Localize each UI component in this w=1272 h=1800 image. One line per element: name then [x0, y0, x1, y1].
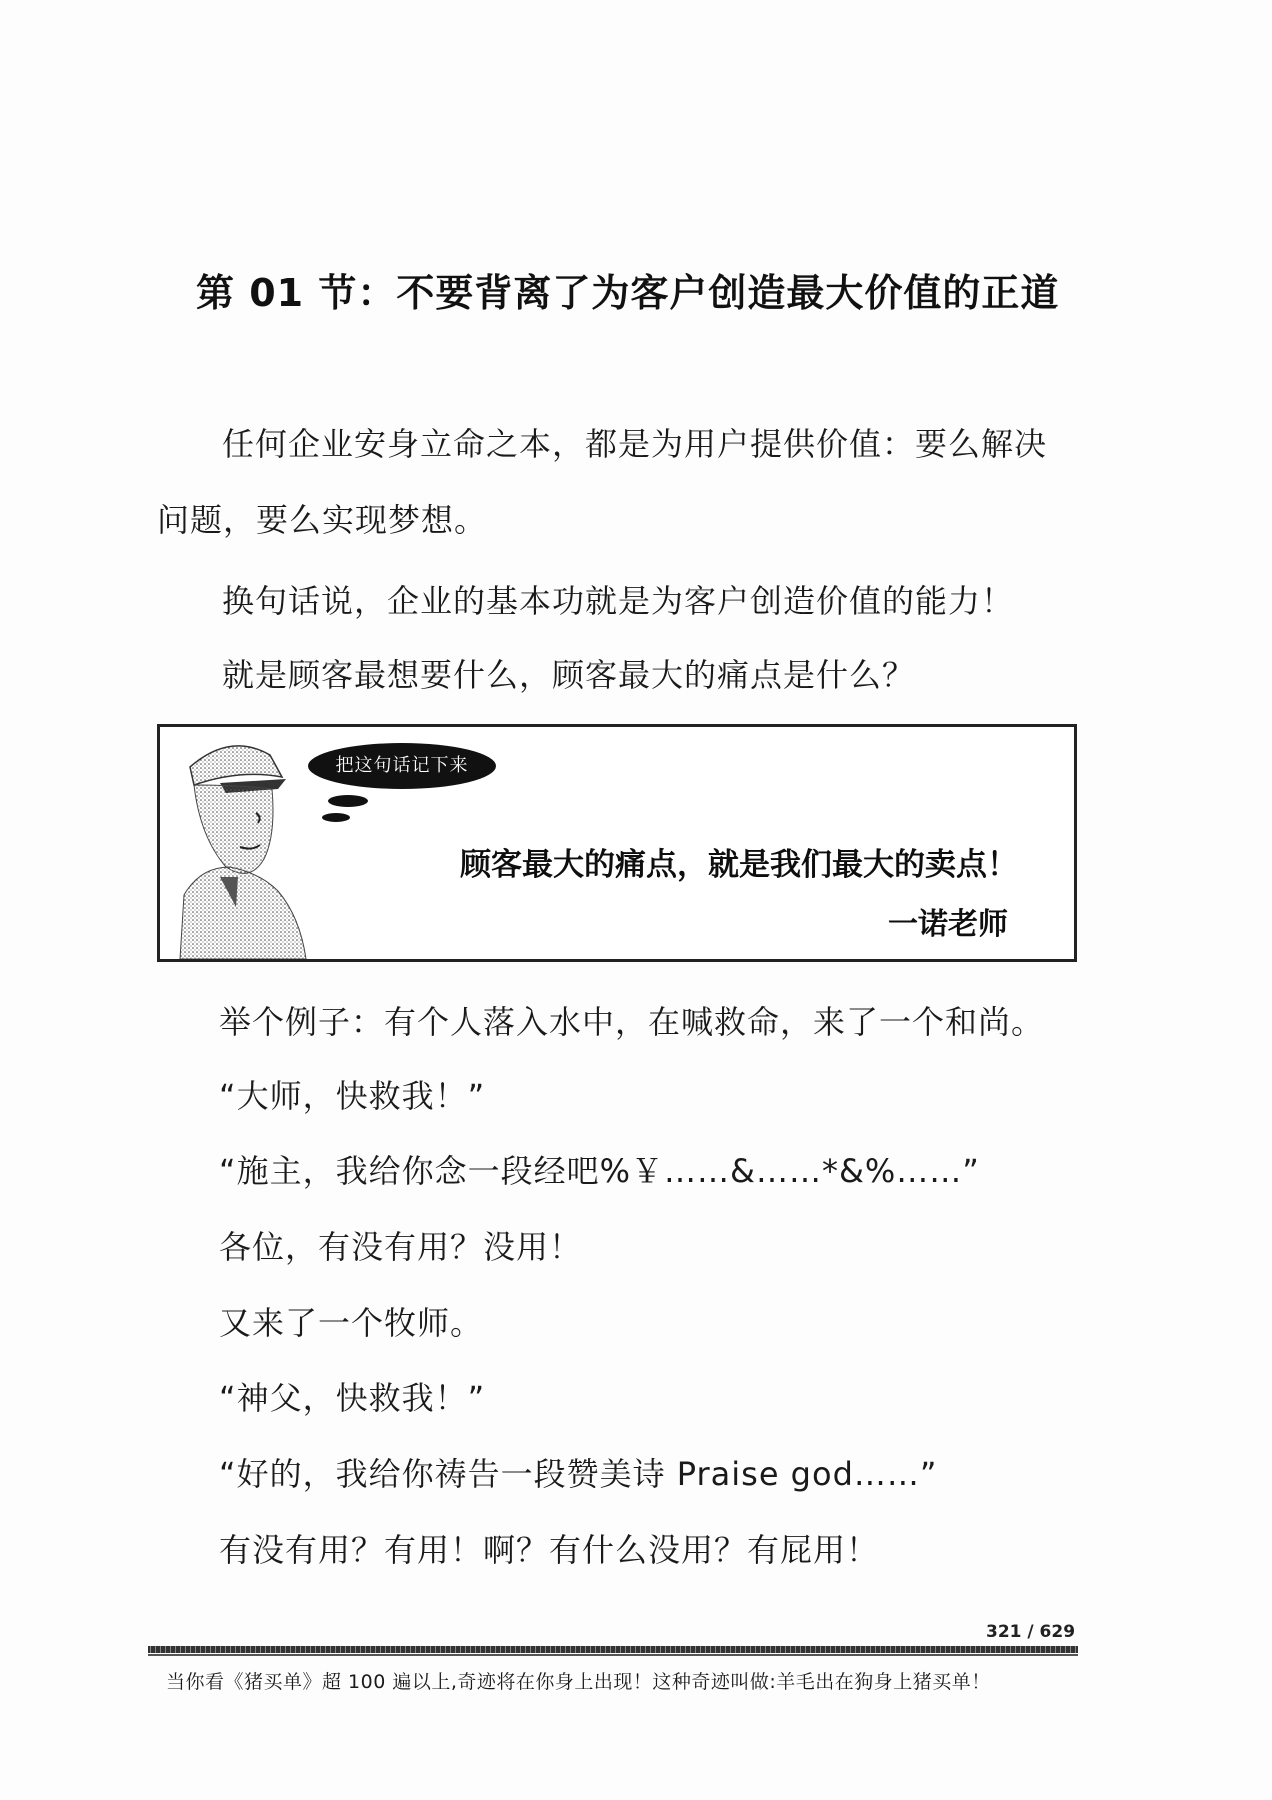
paragraph-2: 问题，要么实现梦想。: [157, 501, 488, 539]
story-line-8: 有没有用？有用！啊？有什么没用？有屁用！: [219, 1531, 880, 1569]
speech-bubble: 把这句话记下来: [308, 743, 496, 789]
paragraph-4: 就是顾客最想要什么，顾客最大的痛点是什么？: [222, 656, 916, 694]
story-line-6: “神父，快救我！”: [219, 1379, 486, 1417]
footer-divider: [148, 1646, 1078, 1653]
story-line-2: “大师，快救我！”: [219, 1077, 486, 1115]
callout-quote: 顾客最大的痛点，就是我们最大的卖点！: [460, 847, 1018, 883]
story-line-1: 举个例子：有个人落入水中，在喊救命，来了一个和尚。: [219, 1003, 1045, 1041]
paragraph-3: 换句话说，企业的基本功就是为客户创造价值的能力！: [222, 582, 1015, 620]
page-number: 321 / 629: [986, 1622, 1076, 1642]
quote-callout-box: [157, 724, 1077, 962]
story-line-7: “好的，我给你祷告一段赞美诗 Praise god……”: [219, 1455, 938, 1493]
bubble-tail-small: [322, 813, 350, 822]
paragraph-1: 任何企业安身立命之本，都是为用户提供价值：要么解决: [222, 425, 1048, 463]
bubble-tail-large: [328, 795, 368, 807]
section-title: 第 01 节：不要背离了为客户创造最大价值的正道: [196, 271, 1060, 315]
teacher-portrait-icon: [160, 727, 320, 959]
story-line-5: 又来了一个牧师。: [219, 1304, 484, 1342]
footer-slogan: 当你看《猪买单》超 100 遍以上,奇迹将在你身上出现！这种奇迹叫做:羊毛出在狗身上猪买单！: [166, 1671, 991, 1693]
story-line-3: “施主，我给你念一段经吧%￥……&……*&%……”: [219, 1152, 980, 1190]
callout-author: 一诺老师: [888, 907, 1008, 942]
story-line-4: 各位，有没有用？没用！: [219, 1228, 583, 1266]
footer-divider-thin: [148, 1654, 1078, 1656]
